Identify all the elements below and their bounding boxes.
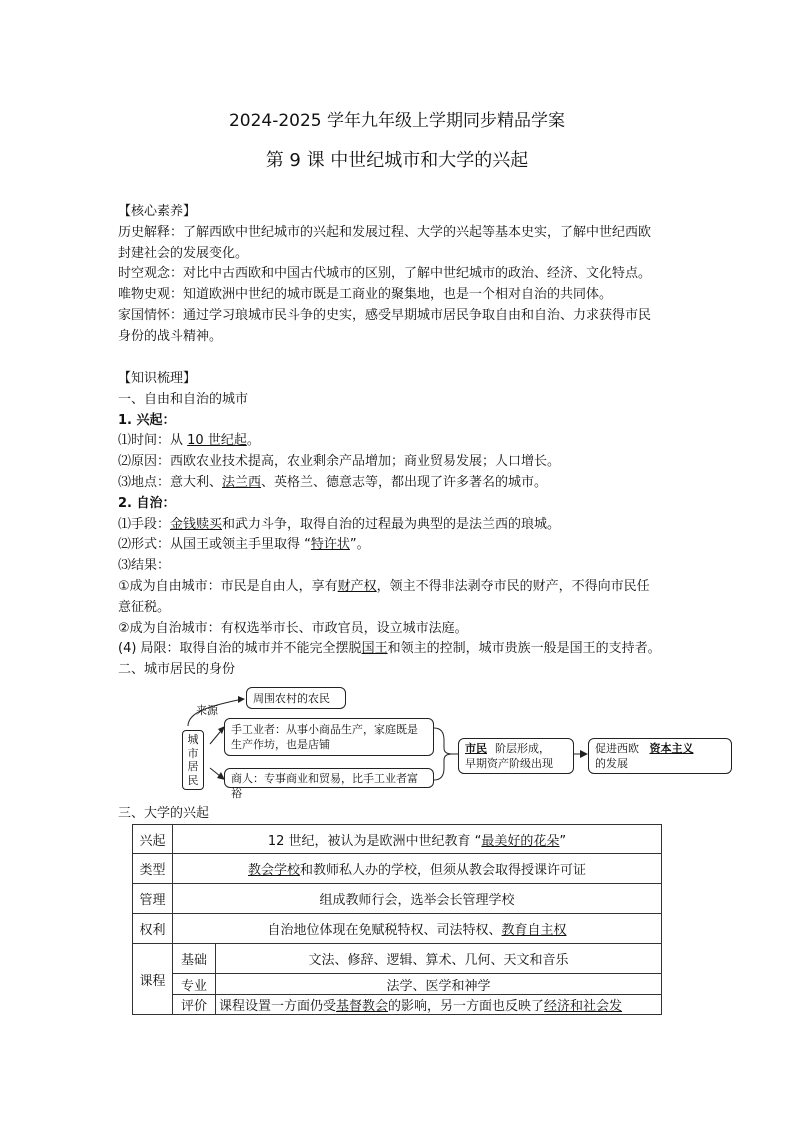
table-row [133,854,662,884]
residents-box [182,730,204,790]
citizen-line: 市民 阶层形成， [465,742,550,755]
row-label: 类型 [133,854,173,884]
citizen-box [458,738,574,774]
sub-label: 评价 [173,995,216,1015]
core-section [118,202,688,348]
time-line: ⑴时间：从 10 世纪起。 [118,433,260,449]
rights-cell: 自治地位体现在免赋税特权、司法特权、教育自主权 [173,914,662,944]
basic-cell: 文法、修辞、逻辑、算术、几何、天文和音乐 [216,944,662,974]
table-row [133,884,662,914]
sub-label: 基础 [173,944,216,974]
merchant-box: 商人：专事商业和贸易，比手工业者富裕 [224,768,434,788]
promote-line: 促进西欧 资本主义 [595,742,694,755]
core-line: 家国情怀：通过学习琅城市民斗争的史实，感受早期城市居民争取自由和自治、力求获得市民 [118,307,652,323]
form-line: ⑵形式：从国王或领主手里取得 “特许状”。 [118,537,370,553]
farmers-box: 周围农村的农民 [246,687,346,709]
promote-box [588,738,732,774]
core-line: 时空观念：对比中古西欧和中国古代城市的区别，了解中世纪城市的政治、经济、文化特点。 [118,266,652,282]
develop-line: 的发展 [595,757,628,770]
artisan-box: 手工业者：从事小商品生产，家庭既是生产作坊，也是店铺 [224,718,434,756]
table-row [133,995,662,1015]
means-line: ⑴手段：金钱赎买和武力斗争，取得自治的过程最为典型的是法兰西的琅城。 [118,516,561,532]
result-1-cont: 意征税。 [118,599,171,615]
rise-heading: 1. 兴起： [118,412,176,428]
rise-cell: 12 世纪，被认为是欧洲中世纪教育 “最美好的花朵” [173,825,662,854]
mgmt-cell: 组成教师行会，选举会长管理学校 [173,884,662,914]
table-row [133,974,662,995]
row-label: 课程 [133,944,173,1015]
knowledge-heading: 【知识梳理】 [118,371,197,386]
table-row [133,825,662,854]
result-1-line: ①成为自由城市：市民是自由人，享有财产权，领主不得非法剥夺市民的财产，不得向市民任 [118,578,650,594]
limit-line: (4) 局限：取得自治的城市并不能完全摆脱国王和领主的控制，城市贵族一般是国王的支持者。 [118,641,661,657]
place-line: ⑶地点：意大利、法兰西、英格兰、德意志等，都出现了许多著名的城市。 [118,474,548,490]
autonomy-heading: 2. 自治： [118,495,176,511]
core-line: 唯物史观：知道欧洲中世纪的城市既是工商业的聚集地，也是一个相对自治的共同体。 [118,287,613,303]
core-line: 身份的战斗精神。 [118,328,223,344]
type-cell: 教会学校和教师私人办的学校，但须从教会取得授课许可证 [173,854,662,884]
doc-title: 2024-2025 学年九年级上学期同步精品学案 [228,111,566,131]
table-row [133,944,662,974]
result-2-line: ②成为自治城市：有权选举市长、市政官员，设立城市法庭。 [118,620,468,636]
row-label: 兴起 [133,825,173,854]
table-row [133,914,662,944]
section-2-heading: 二、城市居民的身份 [118,662,236,678]
lesson-title: 第 9 课 中世纪城市和大学的兴起 [265,150,529,171]
knowledge-section [118,369,688,681]
core-heading: 【核心素养】 [118,204,197,219]
major-cell: 法学、医学和神学 [216,974,662,995]
section-1-heading: 一、自由和自治的城市 [118,391,249,407]
section-3-heading: 三、大学的兴起 [118,806,210,821]
row-label: 权利 [133,914,173,944]
residents-diagram [170,682,750,800]
source-label: 来源 [196,704,218,717]
result-line: ⑶结果： [118,558,171,574]
university-table [132,824,662,1015]
core-line: 封建社会的发展变化。 [118,245,249,261]
row-label: 管理 [133,884,173,914]
core-line: 历史解释：了解西欧中世纪城市的兴起和发展过程、大学的兴起等基本史实，了解中世纪西欧 [118,224,652,240]
residents-label: 城市居民 [187,733,199,787]
reason-line: ⑵原因：西欧农业技术提高，农业剩余产品增加；商业贸易发展；人口增长。 [118,454,561,470]
eval-cell: 课程设置一方面仍受基督教会的影响，另一方面也反映了经济和社会发 [216,995,662,1015]
early-line: 早期资产阶级出现 [465,757,553,770]
sub-label: 专业 [173,974,216,995]
